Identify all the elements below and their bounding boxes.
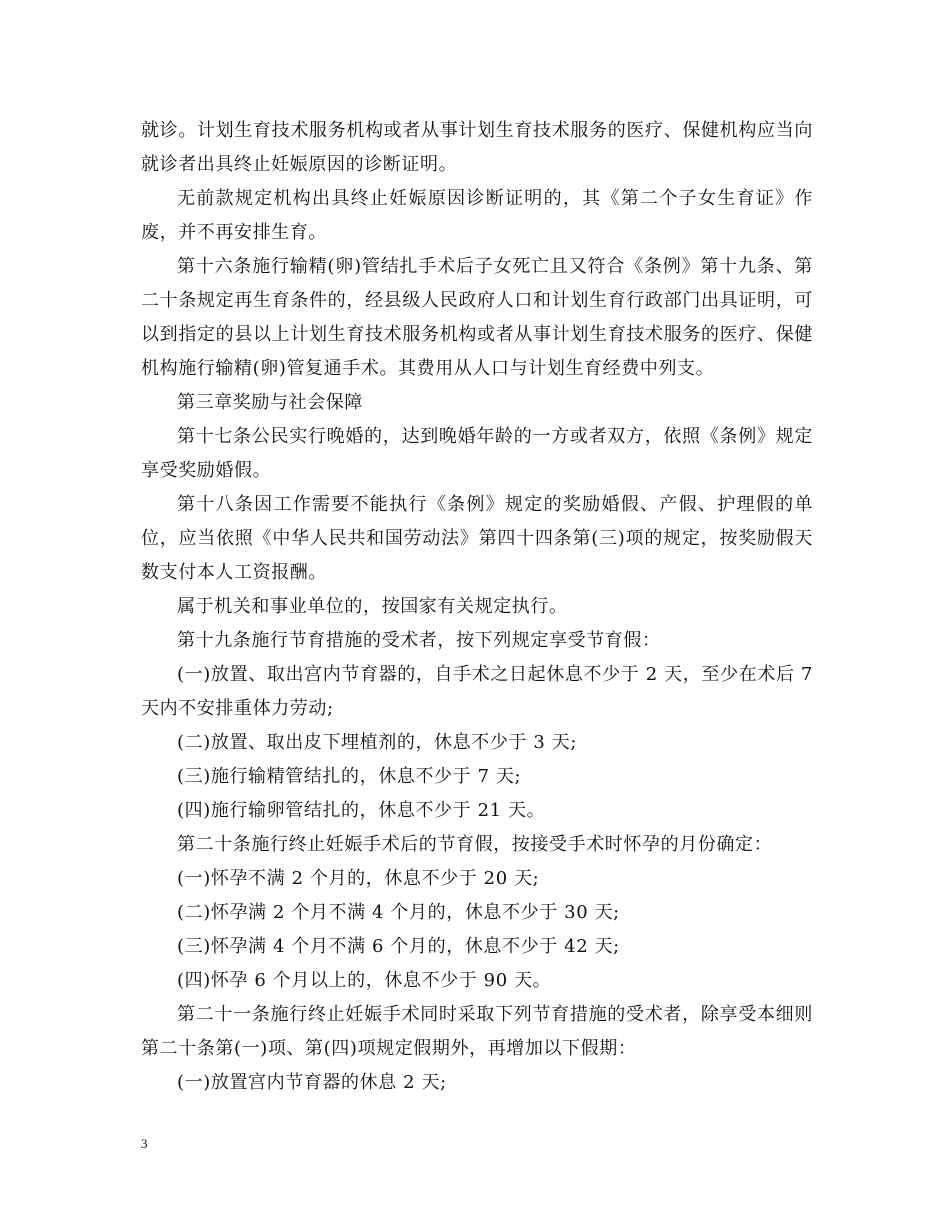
- list-item: (一)放置、取出宫内节育器的，自手术之日起休息不少于 2 天，至少在术后 7 天内不安排重体力劳动;: [141, 664, 813, 719]
- list-item: (二)怀孕满 2 个月不满 4 个月的，休息不少于 30 天;: [177, 902, 620, 923]
- page-number: 3: [141, 1136, 148, 1151]
- list-item: (三)施行输精管结扎的，休息不少于 7 天;: [177, 766, 522, 787]
- paragraph: 就诊。计划生育技术服务机构或者从事计划生育技术服务的医疗、保健机构应当向就诊者出具终止妊娠原因的诊断证明。: [141, 120, 813, 175]
- paragraph: 第十八条因工作需要不能执行《条例》规定的奖励婚假、产假、护理假的单位，应当依照《中华人民共和国劳动法》第四十四条第(三)项的规定，按奖励假天数支付本人工资报酬。: [141, 494, 813, 583]
- list-item: (一)放置宫内节育器的休息 2 天;: [177, 1072, 447, 1093]
- list-item: (一)怀孕不满 2 个月的，休息不少于 20 天;: [177, 868, 540, 889]
- paragraph: 第十七条公民实行晚婚的，达到晚婚年龄的一方或者双方，依照《条例》规定享受奖励婚假。: [141, 426, 813, 481]
- list-item: (四)怀孕 6 个月以上的，休息不少于 90 天。: [177, 970, 552, 991]
- paragraph: 第十九条施行节育措施的受术者，按下列规定享受节育假：: [177, 630, 661, 651]
- document-body: [141, 114, 813, 1100]
- paragraph: 属于机关和事业单位的，按国家有关规定执行。: [177, 596, 568, 617]
- list-item: (三)怀孕满 4 个月不满 6 个月的，休息不少于 42 天;: [177, 936, 620, 957]
- paragraph: 第二十条施行终止妊娠手术后的节育假，按接受手术时怀孕的月份确定：: [177, 834, 773, 855]
- paragraph: 第十六条施行输精(卵)管结扎手术后子女死亡且又符合《条例》第十九条、第二十条规定再生育条件的，经县级人民政府人口和计划生育行政部门出具证明，可以到指定的县以上计划生育技术服务机构或者从事计划生育技术服务的医疗、保健机构施行输精(卵)管复通手术。其费用从人口与计划生育经费中列支。: [141, 256, 813, 379]
- paragraph: 第二十一条施行终止妊娠手术同时采取下列节育措施的受术者，除享受本细则第二十条第(一)项、第(四)项规定假期外，再增加以下假期：: [141, 1004, 813, 1059]
- chapter-heading: 第三章奖励与社会保障: [177, 392, 363, 413]
- list-item: (四)施行输卵管结扎的，休息不少于 21 天。: [177, 800, 546, 821]
- list-item: (二)放置、取出皮下埋植剂的，休息不少于 3 天;: [177, 732, 578, 753]
- paragraph: 无前款规定机构出具终止妊娠原因诊断证明的，其《第二个子女生育证》作废，并不再安排生育。: [141, 188, 813, 243]
